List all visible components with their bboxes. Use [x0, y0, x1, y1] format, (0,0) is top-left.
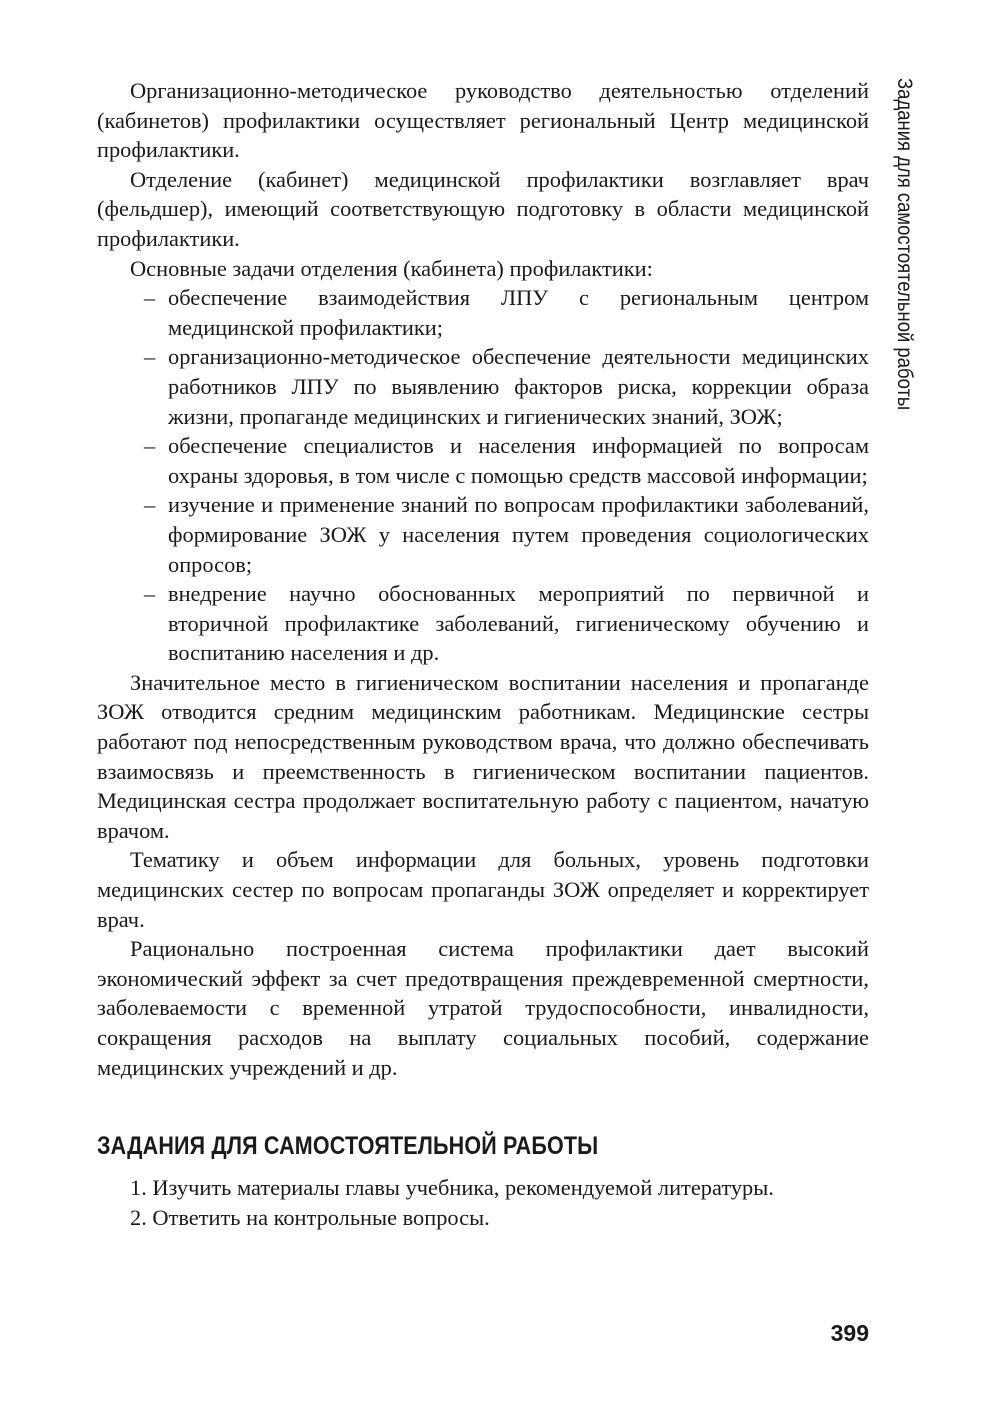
- dash-bullet: –: [144, 285, 156, 311]
- paragraph: Значительное место в гигиеническом воспитании населения и пропаганде ЗОЖ отводится средним медицинским работникам. Медицинские сестры работают под непосредственным руководством врача, что должно обеспечивать взаимосвязь и преемственность в гигиеническом воспитании пациентов. Медицинская сестра продолжает воспитательную работу с пациентом, начатую врачом.: [97, 669, 869, 843]
- list-item-text: обеспечение взаимодействия ЛПУ с региональным центром медицинской профилактики;: [168, 285, 869, 340]
- list-item-text: внедрение научно обоснованных мероприятий по первичной и вторичной профилактике заболеваний, гигиеническому обучению и воспитанию населения и др.: [168, 581, 869, 666]
- page-body: [97, 76, 869, 1232]
- assignment-list: [97, 1173, 869, 1232]
- list-item-text: изучение и применение знаний по вопросам профилактики заболеваний, формирование ЗОЖ у населения путем проведения социологических опросов;: [168, 492, 869, 577]
- list-item: [97, 283, 869, 342]
- paragraph: Рационально построенная система профилактики дает высокий экономический эффект за счет предотвращения преждевременной смертности, заболеваемости с временной утратой трудоспособности, инвалидности, сокращения расходов на выплату социальных пособий, содержание медицинских учреждений и др.: [97, 936, 869, 1080]
- paragraph: Отделение (кабинет) медицинской профилактики возглавляет врач (фельдшер), имеющий соответствующую подготовку в области медицинской профилактики.: [97, 166, 869, 251]
- tasks-list: [97, 283, 869, 668]
- paragraph: Организационно-методическое руководство деятельностью отделений (кабинетов) профилактики осуществляет региональный Центр медицинской профилактики.: [97, 78, 869, 163]
- running-header-vertical: [884, 78, 924, 458]
- dash-bullet: –: [144, 433, 156, 459]
- list-item: [97, 431, 869, 490]
- assignment-item: 1. Изучить материалы главы учебника, рекомендуемой литературы.: [130, 1175, 774, 1201]
- running-header-text: Задания для самостоятельной работы: [893, 78, 916, 411]
- dash-bullet: –: [144, 344, 156, 370]
- section-heading: ЗАДАНИЯ ДЛЯ САМОСТОЯТЕЛЬНОЙ РАБОТЫ: [97, 1132, 599, 1161]
- paragraph: Тематику и объем информации для больных, уровень подготовки медицинских сестер по вопросам пропаганды ЗОЖ определяет и корректирует врач.: [97, 847, 869, 932]
- paragraph: Основные задачи отделения (кабинета) профилактики:: [130, 255, 653, 281]
- list-item: [97, 342, 869, 431]
- dash-bullet: –: [144, 581, 156, 607]
- assignment-item: 2. Ответить на контрольные вопросы.: [130, 1204, 490, 1230]
- list-item-text: обеспечение специалистов и населения информацией по вопросам охраны здоровья, в том числе с помощью средств массовой информации;: [168, 433, 869, 488]
- list-item: [97, 490, 869, 579]
- list-item: [97, 579, 869, 668]
- list-item-text: организационно-методическое обеспечение деятельности медицинских работников ЛПУ по выявлению факторов риска, коррекции образа жизни, пропаганде медицинских и гигиенических знаний, ЗОЖ;: [168, 344, 869, 429]
- page-number: 399: [830, 1320, 869, 1346]
- dash-bullet: –: [144, 492, 156, 518]
